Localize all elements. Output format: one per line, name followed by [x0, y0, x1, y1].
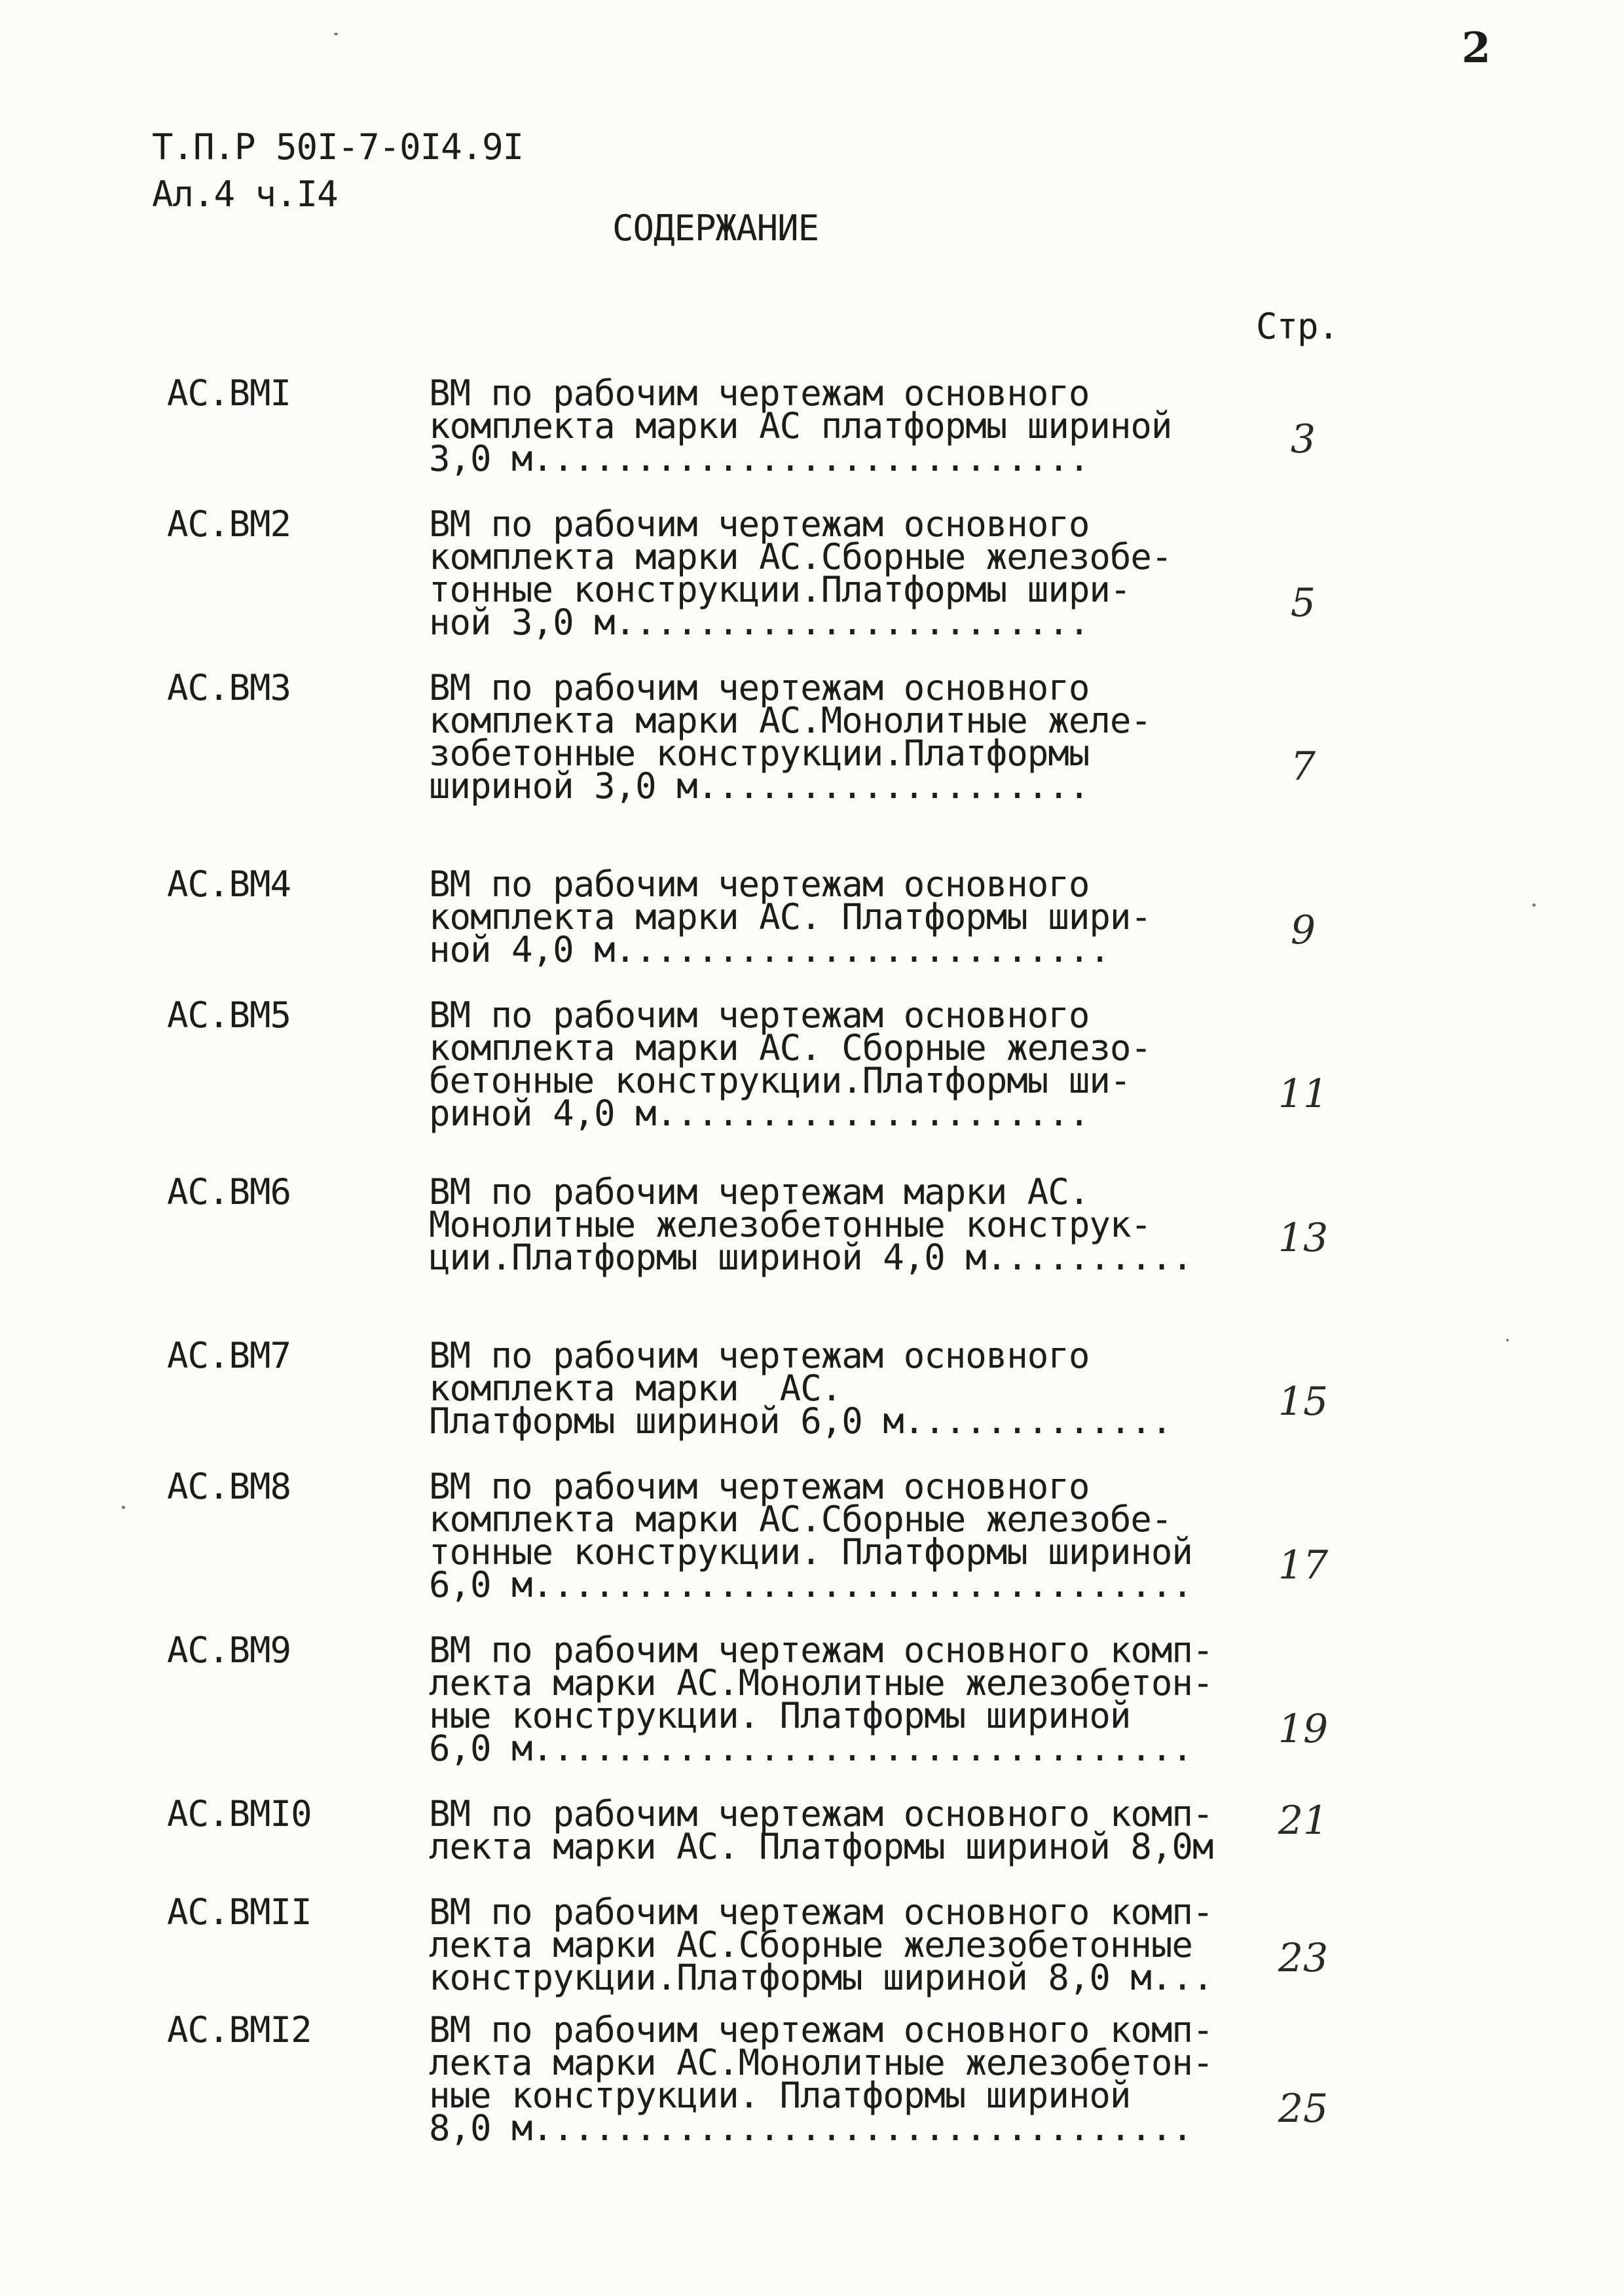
toc-entry-code: АС.ВМII: [167, 1891, 312, 1933]
toc-entry-line: комплекта марки АС.: [429, 1368, 842, 1409]
toc-entry-description: [429, 1891, 1213, 1998]
toc-entry-line: ВМ по рабочим чертежам основного: [429, 864, 1090, 905]
toc-entry-page: 19: [1278, 1706, 1329, 1752]
toc-entry-line: ВМ по рабочим чертежам марки АС.: [429, 1171, 1090, 1212]
toc-entry-line: 6,0 м................................: [429, 1564, 1192, 1605]
toc-entry-page: 11: [1278, 1071, 1329, 1117]
toc-entry-description: [429, 1335, 1172, 1442]
toc-entry-page: 15: [1278, 1379, 1329, 1425]
toc-entry-line: лекта марки АС.Монолитные железобетон-: [429, 2042, 1213, 2083]
toc-entry-line: ВМ по рабочим чертежам основного: [429, 667, 1090, 708]
toc-entry-line: комплекта марки АС. Платформы шири-: [429, 896, 1151, 938]
page-column-header: Стр.: [1256, 306, 1339, 347]
toc-entry-code: АС.ВМ7: [167, 1335, 291, 1376]
toc-entry-line: ВМ по рабочим чертежам основного: [429, 1466, 1090, 1507]
toc-entry-description: [429, 667, 1151, 807]
scan-speck: [122, 1506, 125, 1509]
scan-speck: [1532, 903, 1536, 907]
toc-entry-code: АС.ВМI2: [167, 2009, 312, 2050]
toc-entry-description: [429, 1466, 1192, 1605]
toc-entry-code: АС.ВМ2: [167, 503, 291, 545]
toc-entry-code: АС.ВМ3: [167, 667, 291, 708]
toc-entry-line: 8,0 м................................: [429, 2107, 1192, 2149]
toc-entry-line: 6,0 м................................: [429, 1728, 1192, 1769]
toc-entry-code: АС.ВМI: [167, 373, 291, 414]
toc-entry-line: лекта марки АС.Сборные железобетонные: [429, 1924, 1192, 1965]
toc-entry-page: 3: [1290, 416, 1316, 462]
toc-entry-description: [429, 373, 1172, 479]
toc-entry-line: ные конструкции. Платформы шириной: [429, 2075, 1131, 2116]
toc-entry-page: 23: [1278, 1935, 1329, 1981]
toc-entry-description: [429, 1793, 1213, 1867]
toc-entry-line: тонные конструкции. Платформы шириной: [429, 1531, 1192, 1573]
toc-entry-line: ВМ по рабочим чертежам основного: [429, 373, 1090, 414]
toc-entry-line: комплекта марки АС.Сборные железобе-: [429, 536, 1172, 577]
toc-entry-line: тонные конструкции.Платформы шири-: [429, 569, 1131, 610]
toc-entry-line: ВМ по рабочим чертежам основного комп-: [429, 1793, 1213, 1834]
toc-entry-page: 17: [1278, 1542, 1329, 1588]
toc-entry-description: [429, 503, 1172, 643]
toc-entry-line: ВМ по рабочим чертежам основного: [429, 994, 1090, 1036]
toc-entry-line: комплекта марки АС. Сборные железо-: [429, 1027, 1151, 1068]
toc-entry-description: [429, 2009, 1213, 2149]
toc-entry-line: комплекта марки АС.Сборные железобе-: [429, 1499, 1172, 1540]
toc-entry-description: [429, 864, 1151, 970]
toc-entry-code: АС.ВМ6: [167, 1171, 291, 1212]
toc-entry-line: риной 4,0 м.....................: [429, 1093, 1090, 1134]
toc-entry-page: 9: [1290, 907, 1316, 953]
toc-entry-page: 7: [1290, 744, 1316, 790]
toc-entry-code: АС.ВМ5: [167, 994, 291, 1036]
toc-entry-line: конструкции.Платформы шириной 8,0 м...: [429, 1957, 1213, 1998]
toc-entry-page: 25: [1278, 2086, 1329, 2132]
toc-entry-page: 13: [1278, 1215, 1329, 1261]
toc-entry-line: ции.Платформы шириной 4,0 м..........: [429, 1237, 1192, 1278]
toc-entry-line: лекта марки АС. Платформы шириной 8,0м: [429, 1826, 1213, 1867]
page-number: 2: [1462, 24, 1491, 73]
document-code: Т.П.Р 50I-7-0I4.9I: [152, 126, 524, 168]
toc-entry-line: комплекта марки АС.Монолитные желе-: [429, 700, 1151, 741]
toc-entry-line: ВМ по рабочим чертежам основного комп-: [429, 2009, 1213, 2050]
scan-speck: [1506, 1339, 1509, 1341]
toc-entry-line: Платформы шириной 6,0 м.............: [429, 1400, 1172, 1442]
page-title: СОДЕРЖАНИЕ: [612, 208, 819, 249]
album-section: Ал.4 ч.I4: [152, 173, 338, 215]
toc-entry-description: [429, 994, 1151, 1134]
toc-entry-line: ные конструкции. Платформы шириной: [429, 1695, 1131, 1736]
toc-entry-line: ВМ по рабочим чертежам основного комп-: [429, 1891, 1213, 1933]
toc-entry-page: 21: [1278, 1798, 1329, 1844]
toc-entry-line: зобетонные конструкции.Платформы: [429, 733, 1090, 774]
toc-entry-page: 5: [1290, 580, 1316, 626]
toc-entry-line: шириной 3,0 м...................: [429, 765, 1090, 807]
toc-entry-code: АС.ВМ9: [167, 1630, 291, 1671]
toc-entry-code: АС.ВМI0: [167, 1793, 312, 1834]
toc-entry-line: лекта марки АС.Монолитные железобетон-: [429, 1662, 1213, 1704]
toc-entry-line: ВМ по рабочим чертежам основного: [429, 503, 1090, 545]
toc-entry-line: комплекта марки АС платформы шириной: [429, 405, 1172, 446]
toc-entry-line: ВМ по рабочим чертежам основного: [429, 1335, 1090, 1376]
toc-entry-line: ной 3,0 м.......................: [429, 602, 1090, 643]
toc-entry-line: бетонные конструкции.Платформы ши-: [429, 1060, 1131, 1101]
toc-entry-code: АС.ВМ8: [167, 1466, 291, 1507]
toc-entry-line: ВМ по рабочим чертежам основного комп-: [429, 1630, 1213, 1671]
toc-entry-line: Монолитные железобетонные конструк-: [429, 1204, 1151, 1245]
toc-entry-line: 3,0 м...........................: [429, 438, 1090, 479]
toc-entry-description: [429, 1171, 1192, 1278]
scan-speck: [334, 33, 338, 35]
toc-entry-code: АС.ВМ4: [167, 864, 291, 905]
toc-entry-description: [429, 1630, 1213, 1769]
toc-entry-line: ной 4,0 м........................: [429, 929, 1110, 970]
